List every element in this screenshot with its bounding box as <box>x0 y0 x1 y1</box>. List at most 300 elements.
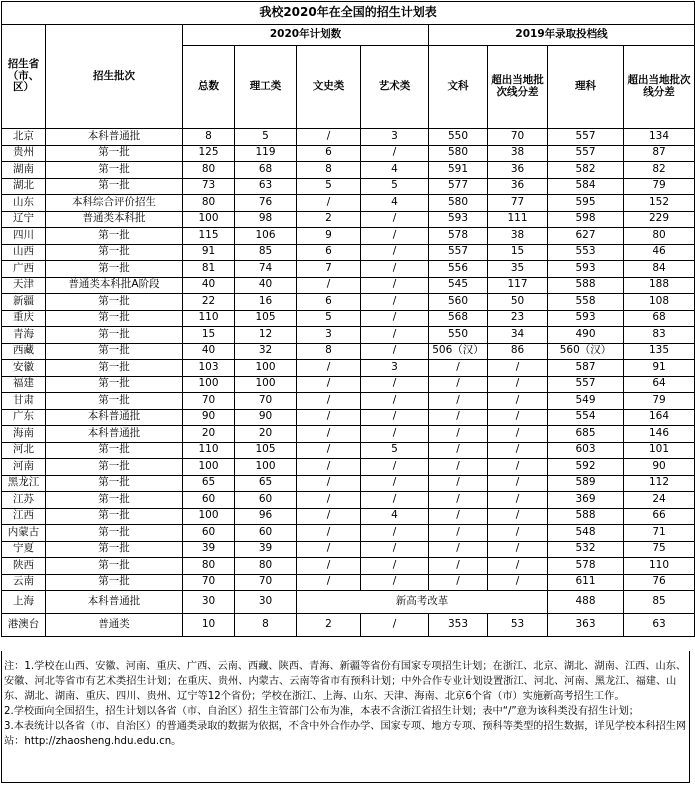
cell-science: 76 <box>235 195 297 212</box>
header-score-group: 2019年录取投档线 <box>429 25 695 46</box>
cell-batch: 第一批 <box>46 508 183 525</box>
cell-total: 73 <box>183 178 235 195</box>
cell-science-diff: 46 <box>624 244 695 261</box>
header-science-score: 理科 <box>548 46 624 129</box>
cell-science: 98 <box>235 211 297 228</box>
cell-arts-diff: 86 <box>488 343 548 360</box>
cell-total: 115 <box>183 228 235 245</box>
footnotes <box>1 651 690 783</box>
cell-science: 60 <box>235 492 297 509</box>
cell-total: 70 <box>183 574 235 591</box>
cell-science-diff: 63 <box>624 614 695 637</box>
header-science-diff: 超出当地批次线分差 <box>624 46 695 129</box>
cell-batch: 第一批 <box>46 261 183 278</box>
cell-arts: 4 <box>361 508 429 525</box>
cell-total: 80 <box>183 558 235 575</box>
header-arts-diff: 超出当地批次线分差 <box>488 46 548 129</box>
cell-liberal-arts: 7 <box>297 261 361 278</box>
cell-arts: / <box>361 492 429 509</box>
cell-total: 70 <box>183 393 235 410</box>
cell-batch: 本科综合评价招生 <box>46 195 183 212</box>
footnote-1: 注：1.学校在山西、安徽、河南、重庆、广西、云南、西藏、陕西、青海、新疆等省份有国家专项招生计划；在浙江、北京、湖北、湖南、江西、山东、安徽、河北等省市有艺术类招生计划；在重庆、贵州、内蒙古、云南等省市有预科计划；中外合作专业计划设置浙江、河北、河南、黑龙江、福建、山东、湖北、湖南、重庆、四川、贵州、辽宁等12个省份；学校在浙江、上海、山东、天津、海南、北京6个省（市）实施新高考招生工作。 <box>4 661 687 702</box>
cell-science: 100 <box>235 360 297 377</box>
cell-province: 海南 <box>2 426 46 443</box>
cell-arts: 3 <box>361 360 429 377</box>
cell-science-score: 490 <box>548 327 624 344</box>
cell-arts: / <box>361 426 429 443</box>
cell-province: 北京 <box>2 129 46 146</box>
header-liberal-arts: 文史类 <box>297 46 361 129</box>
cell-science: 63 <box>235 178 297 195</box>
cell-science: 85 <box>235 244 297 261</box>
cell-province: 黑龙江 <box>2 475 46 492</box>
cell-science: 60 <box>235 525 297 542</box>
cell-total: 40 <box>183 343 235 360</box>
cell-arts-diff: / <box>488 360 548 377</box>
table-row <box>2 145 695 162</box>
cell-total: 100 <box>183 376 235 393</box>
cell-liberal-arts: 6 <box>297 294 361 311</box>
cell-liberal-arts: / <box>297 129 361 146</box>
header-total: 总数 <box>183 46 235 129</box>
cell-province: 湖南 <box>2 162 46 179</box>
cell-science-diff: 68 <box>624 310 695 327</box>
table-row <box>2 162 695 179</box>
table-row <box>2 294 695 311</box>
cell-arts-diff: / <box>488 541 548 558</box>
cell-batch: 普通类本科批A阶段 <box>46 277 183 294</box>
cell-science-score: 578 <box>548 558 624 575</box>
table-row-gat <box>2 614 695 637</box>
cell-science-diff: 66 <box>624 508 695 525</box>
cell-arts: 4 <box>361 195 429 212</box>
cell-new-gaokao: 新高考改革 <box>297 591 548 614</box>
cell-arts-diff: / <box>488 376 548 393</box>
header-arts-score: 文科 <box>429 46 488 129</box>
cell-science-diff: 82 <box>624 162 695 179</box>
cell-arts-diff: / <box>488 426 548 443</box>
cell-total: 110 <box>183 310 235 327</box>
cell-science-score: 611 <box>548 574 624 591</box>
cell-total: 60 <box>183 525 235 542</box>
cell-science-score: 627 <box>548 228 624 245</box>
cell-arts: / <box>361 614 429 637</box>
cell-batch: 普通类本科批 <box>46 211 183 228</box>
enrollment-plan-table <box>1 1 695 637</box>
cell-province: 港澳台 <box>2 614 46 637</box>
cell-science-score: 588 <box>548 277 624 294</box>
table-row <box>2 261 695 278</box>
cell-science-diff: 64 <box>624 376 695 393</box>
cell-science: 65 <box>235 475 297 492</box>
cell-total: 100 <box>183 508 235 525</box>
cell-batch: 第一批 <box>46 360 183 377</box>
cell-science: 74 <box>235 261 297 278</box>
cell-arts-score: / <box>429 475 488 492</box>
cell-arts-score: / <box>429 541 488 558</box>
cell-province: 山东 <box>2 195 46 212</box>
cell-liberal-arts: / <box>297 558 361 575</box>
cell-arts-diff: / <box>488 409 548 426</box>
cell-science: 40 <box>235 277 297 294</box>
cell-arts: / <box>361 541 429 558</box>
table-row <box>2 178 695 195</box>
cell-arts-score: 577 <box>429 178 488 195</box>
cell-batch: 第一批 <box>46 541 183 558</box>
cell-arts-score: 545 <box>429 277 488 294</box>
header-batch: 招生批次 <box>46 25 183 129</box>
cell-arts-score: 580 <box>429 195 488 212</box>
cell-total: 30 <box>183 591 235 614</box>
cell-science-score: 554 <box>548 409 624 426</box>
cell-arts-diff: / <box>488 558 548 575</box>
cell-arts-diff: / <box>488 459 548 476</box>
cell-batch: 普通类 <box>46 614 183 637</box>
cell-total: 22 <box>183 294 235 311</box>
cell-science-score: 584 <box>548 178 624 195</box>
cell-science-diff: 24 <box>624 492 695 509</box>
cell-arts-diff: 36 <box>488 162 548 179</box>
cell-liberal-arts: / <box>297 442 361 459</box>
cell-arts-score: 556 <box>429 261 488 278</box>
cell-arts-diff: 111 <box>488 211 548 228</box>
table-row <box>2 195 695 212</box>
cell-science-diff: 229 <box>624 211 695 228</box>
cell-batch: 第一批 <box>46 393 183 410</box>
header-plan-group: 2020年计划数 <box>183 25 429 46</box>
cell-liberal-arts: 3 <box>297 327 361 344</box>
cell-total: 20 <box>183 426 235 443</box>
table-row <box>2 376 695 393</box>
cell-science: 105 <box>235 310 297 327</box>
cell-science: 32 <box>235 343 297 360</box>
cell-province: 西藏 <box>2 343 46 360</box>
cell-liberal-arts: / <box>297 475 361 492</box>
cell-total: 90 <box>183 409 235 426</box>
cell-arts-diff: / <box>488 492 548 509</box>
footnote-2: 2.学校面向全国招生，招生计划以各省（市、自治区）招生主管部门公布为准，本表不含浙江省招生计划；表中“/”意为该科类没有招生计划； <box>4 706 639 717</box>
cell-batch: 第一批 <box>46 294 183 311</box>
cell-liberal-arts: 2 <box>297 211 361 228</box>
cell-science-diff: 87 <box>624 145 695 162</box>
cell-science-diff: 164 <box>624 409 695 426</box>
header-province: 招生省（市、区） <box>2 25 46 129</box>
cell-science-diff: 188 <box>624 277 695 294</box>
cell-liberal-arts: / <box>297 409 361 426</box>
table-row <box>2 228 695 245</box>
cell-arts-score: 560 <box>429 294 488 311</box>
cell-arts-score: / <box>429 574 488 591</box>
cell-province: 广西 <box>2 261 46 278</box>
cell-science-score: 369 <box>548 492 624 509</box>
cell-total: 103 <box>183 360 235 377</box>
cell-province: 河南 <box>2 459 46 476</box>
cell-province: 陕西 <box>2 558 46 575</box>
cell-arts-diff: / <box>488 508 548 525</box>
cell-total: 40 <box>183 277 235 294</box>
cell-liberal-arts: / <box>297 426 361 443</box>
cell-province: 江苏 <box>2 492 46 509</box>
cell-science-score: 553 <box>548 244 624 261</box>
cell-province: 四川 <box>2 228 46 245</box>
cell-total: 81 <box>183 261 235 278</box>
cell-science-diff: 71 <box>624 525 695 542</box>
cell-science-diff: 84 <box>624 261 695 278</box>
cell-science-score: 488 <box>548 591 624 614</box>
cell-total: 80 <box>183 195 235 212</box>
cell-arts-score: 353 <box>429 614 488 637</box>
cell-province: 青海 <box>2 327 46 344</box>
cell-science-diff: 76 <box>624 574 695 591</box>
cell-science-score: 363 <box>548 614 624 637</box>
cell-liberal-arts: / <box>297 525 361 542</box>
cell-science: 105 <box>235 442 297 459</box>
footnote-3: 3.本表统计以各省（市、自治区）的普通类录取的数据为依据，不含中外合作办学、国家专项、地方专项、预科等类型的招生数据，详见学校本科招生网站：http://zhaosheng.hdu.edu.cn。 <box>4 721 687 747</box>
cell-province: 重庆 <box>2 310 46 327</box>
cell-science-diff: 110 <box>624 558 695 575</box>
cell-total: 15 <box>183 327 235 344</box>
cell-science-diff: 85 <box>624 591 695 614</box>
cell-total: 100 <box>183 459 235 476</box>
cell-arts: / <box>361 145 429 162</box>
cell-batch: 第一批 <box>46 244 183 261</box>
cell-arts-score: 578 <box>429 228 488 245</box>
cell-arts-diff: 35 <box>488 261 548 278</box>
table-row <box>2 244 695 261</box>
cell-total: 91 <box>183 244 235 261</box>
cell-liberal-arts: 8 <box>297 343 361 360</box>
cell-arts-score: / <box>429 426 488 443</box>
cell-arts-diff: / <box>488 442 548 459</box>
cell-total: 10 <box>183 614 235 637</box>
cell-arts-score: / <box>429 376 488 393</box>
cell-arts-diff: / <box>488 393 548 410</box>
table-row <box>2 310 695 327</box>
cell-liberal-arts: 6 <box>297 244 361 261</box>
table-row <box>2 475 695 492</box>
table-row <box>2 459 695 476</box>
cell-province: 天津 <box>2 277 46 294</box>
cell-arts-score: / <box>429 393 488 410</box>
cell-science-score: 557 <box>548 145 624 162</box>
cell-batch: 本科普通批 <box>46 426 183 443</box>
cell-liberal-arts: 9 <box>297 228 361 245</box>
table-row <box>2 343 695 360</box>
table-row <box>2 442 695 459</box>
cell-liberal-arts: / <box>297 492 361 509</box>
cell-arts-score: 506（汉） <box>429 343 488 360</box>
cell-batch: 第一批 <box>46 459 183 476</box>
cell-arts: / <box>361 294 429 311</box>
cell-arts-score: 550 <box>429 129 488 146</box>
cell-science-score: 593 <box>548 261 624 278</box>
cell-arts-diff: 70 <box>488 129 548 146</box>
cell-science-diff: 83 <box>624 327 695 344</box>
cell-batch: 本科普通批 <box>46 409 183 426</box>
cell-liberal-arts: 8 <box>297 162 361 179</box>
cell-liberal-arts: / <box>297 508 361 525</box>
table-row <box>2 574 695 591</box>
cell-batch: 第一批 <box>46 558 183 575</box>
cell-arts: / <box>361 228 429 245</box>
cell-total: 125 <box>183 145 235 162</box>
cell-science: 106 <box>235 228 297 245</box>
cell-arts: 3 <box>361 129 429 146</box>
cell-province: 山西 <box>2 244 46 261</box>
header-science: 理工类 <box>235 46 297 129</box>
cell-province: 湖北 <box>2 178 46 195</box>
cell-province: 内蒙古 <box>2 525 46 542</box>
cell-science-diff: 79 <box>624 178 695 195</box>
cell-batch: 第一批 <box>46 376 183 393</box>
cell-batch: 第一批 <box>46 178 183 195</box>
table-row <box>2 129 695 146</box>
cell-science-diff: 75 <box>624 541 695 558</box>
cell-total: 39 <box>183 541 235 558</box>
cell-arts-score: / <box>429 459 488 476</box>
cell-science-score: 587 <box>548 360 624 377</box>
cell-arts: / <box>361 558 429 575</box>
cell-liberal-arts: / <box>297 376 361 393</box>
cell-arts-diff: 34 <box>488 327 548 344</box>
cell-science: 30 <box>235 591 297 614</box>
cell-batch: 第一批 <box>46 574 183 591</box>
cell-science-diff: 135 <box>624 343 695 360</box>
cell-arts-diff: 117 <box>488 277 548 294</box>
cell-arts-diff: 36 <box>488 178 548 195</box>
cell-science-diff: 112 <box>624 475 695 492</box>
cell-science-score: 548 <box>548 525 624 542</box>
cell-science-score: 593 <box>548 310 624 327</box>
cell-batch: 第一批 <box>46 327 183 344</box>
cell-liberal-arts: / <box>297 277 361 294</box>
cell-arts-score: 568 <box>429 310 488 327</box>
table-row <box>2 393 695 410</box>
cell-arts-score: 593 <box>429 211 488 228</box>
table-row <box>2 492 695 509</box>
cell-arts-diff: 38 <box>488 145 548 162</box>
cell-science-score: 582 <box>548 162 624 179</box>
cell-arts: / <box>361 277 429 294</box>
cell-liberal-arts: / <box>297 195 361 212</box>
cell-total: 8 <box>183 129 235 146</box>
cell-batch: 第一批 <box>46 162 183 179</box>
cell-province: 宁夏 <box>2 541 46 558</box>
cell-science-score: 560（汉） <box>548 343 624 360</box>
header-arts: 艺术类 <box>361 46 429 129</box>
cell-arts-diff: 38 <box>488 228 548 245</box>
cell-liberal-arts: 2 <box>297 614 361 637</box>
cell-arts-score: / <box>429 525 488 542</box>
cell-science: 70 <box>235 574 297 591</box>
cell-science-diff: 108 <box>624 294 695 311</box>
cell-science-diff: 101 <box>624 442 695 459</box>
cell-arts: 4 <box>361 162 429 179</box>
cell-liberal-arts: 6 <box>297 145 361 162</box>
table-row <box>2 525 695 542</box>
cell-province: 安徽 <box>2 360 46 377</box>
cell-science: 80 <box>235 558 297 575</box>
cell-batch: 第一批 <box>46 492 183 509</box>
cell-province: 上海 <box>2 591 46 614</box>
cell-liberal-arts: / <box>297 393 361 410</box>
cell-science: 16 <box>235 294 297 311</box>
cell-science: 96 <box>235 508 297 525</box>
table-row <box>2 360 695 377</box>
cell-science: 100 <box>235 459 297 476</box>
cell-arts-score: / <box>429 508 488 525</box>
cell-arts-score: 550 <box>429 327 488 344</box>
table-row <box>2 409 695 426</box>
cell-arts: / <box>361 574 429 591</box>
table-row <box>2 327 695 344</box>
cell-science: 8 <box>235 614 297 637</box>
table-body <box>2 129 695 591</box>
cell-science-score: 557 <box>548 376 624 393</box>
cell-arts: / <box>361 376 429 393</box>
cell-arts-score: 591 <box>429 162 488 179</box>
cell-batch: 第一批 <box>46 442 183 459</box>
cell-batch: 第一批 <box>46 343 183 360</box>
cell-liberal-arts: / <box>297 360 361 377</box>
table-row <box>2 211 695 228</box>
cell-arts: / <box>361 261 429 278</box>
cell-arts: / <box>361 459 429 476</box>
cell-province: 江西 <box>2 508 46 525</box>
cell-arts-diff: / <box>488 574 548 591</box>
cell-science-score: 549 <box>548 393 624 410</box>
cell-arts-score: / <box>429 492 488 509</box>
cell-arts-diff: 50 <box>488 294 548 311</box>
cell-arts-diff: 15 <box>488 244 548 261</box>
table-row <box>2 541 695 558</box>
cell-arts-score: 580 <box>429 145 488 162</box>
cell-science-score: 592 <box>548 459 624 476</box>
cell-science: 5 <box>235 129 297 146</box>
cell-batch: 本科普通批 <box>46 129 183 146</box>
cell-science-diff: 146 <box>624 426 695 443</box>
cell-science: 119 <box>235 145 297 162</box>
cell-arts: / <box>361 393 429 410</box>
cell-liberal-arts: / <box>297 459 361 476</box>
cell-arts-diff: 77 <box>488 195 548 212</box>
cell-total: 100 <box>183 211 235 228</box>
cell-science-score: 603 <box>548 442 624 459</box>
cell-total: 60 <box>183 492 235 509</box>
cell-science-score: 685 <box>548 426 624 443</box>
cell-arts: / <box>361 244 429 261</box>
cell-science-diff: 79 <box>624 393 695 410</box>
cell-arts-diff: 53 <box>488 614 548 637</box>
cell-province: 辽宁 <box>2 211 46 228</box>
cell-arts-score: / <box>429 409 488 426</box>
table-row <box>2 558 695 575</box>
cell-batch: 第一批 <box>46 145 183 162</box>
table-row <box>2 277 695 294</box>
cell-arts: 5 <box>361 178 429 195</box>
table-row <box>2 508 695 525</box>
cell-arts-score: / <box>429 558 488 575</box>
cell-liberal-arts: / <box>297 574 361 591</box>
cell-science: 20 <box>235 426 297 443</box>
cell-arts-diff: 23 <box>488 310 548 327</box>
cell-batch: 第一批 <box>46 525 183 542</box>
cell-batch: 本科普通批 <box>46 591 183 614</box>
cell-arts: / <box>361 310 429 327</box>
cell-arts: / <box>361 475 429 492</box>
cell-science-score: 589 <box>548 475 624 492</box>
cell-province: 广东 <box>2 409 46 426</box>
